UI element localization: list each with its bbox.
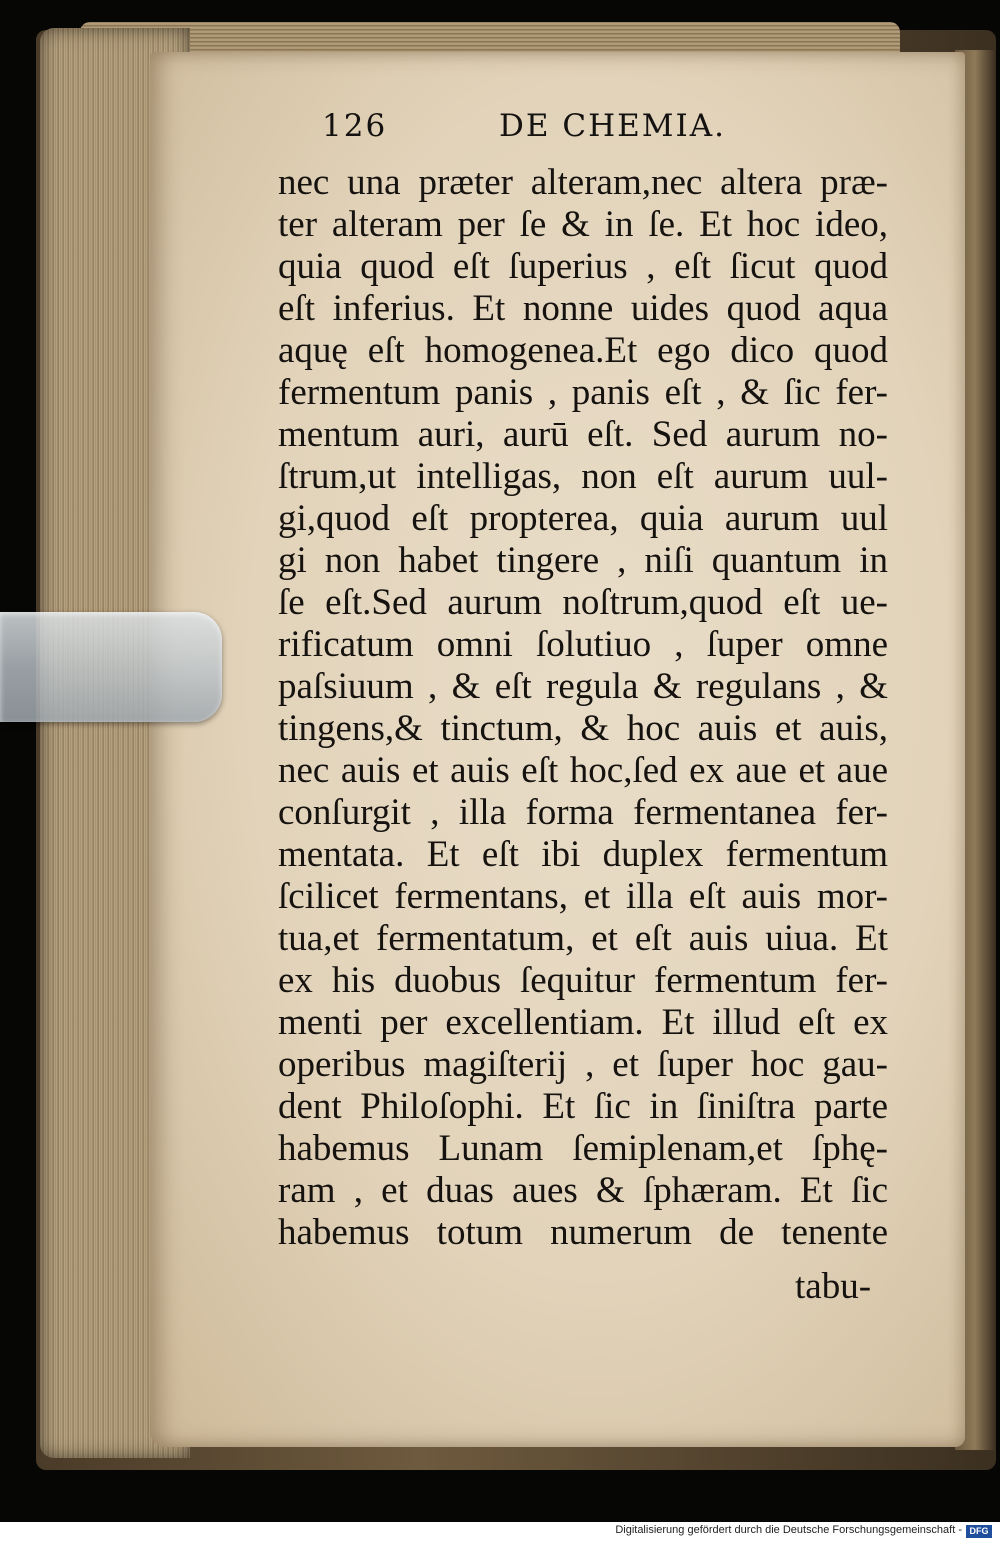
text-line: dent Philoſophi. Et ſic in ſiniſtra parte: [278, 1086, 888, 1127]
catchword: tabu-: [795, 1266, 872, 1307]
text-line: gi,quod eſt propterea, quia aurum uul: [278, 498, 888, 539]
plastic-page-clip: [0, 612, 222, 722]
text-line: nec auis et auis eſt hoc,ſed ex aue et aue: [278, 750, 888, 791]
text-line: operibus magiſterij , et ſuper hoc gau-: [278, 1044, 888, 1085]
digitization-credit: Digitalisierung gefördert durch die Deutsche Forschungsgemeinschaft -: [615, 1524, 962, 1536]
text-line: paſsiuum , & eſt regula & regulans , &: [278, 666, 888, 707]
text-line: ram , et duas aues & ſphæram. Et ſic: [278, 1170, 888, 1211]
text-line: nec una præter alteram,nec altera præ-: [278, 162, 888, 203]
text-line: gi non habet tingere , niſi quantum in: [278, 540, 888, 581]
running-title: DE CHEMIA.: [499, 108, 726, 144]
text-line: habemus totum numerum de tenente: [278, 1212, 888, 1253]
text-line: ter alteram per ſe & in ſe. Et hoc ideo,: [278, 204, 888, 245]
text-line: rificatum omni ſolutiuo , ſuper omne: [278, 624, 888, 665]
text-line: ſe eſt.Sed aurum noſtrum,quod eſt ue-: [278, 582, 888, 623]
page-number: 126: [322, 108, 388, 144]
text-line: quia quod eſt ſuperius , eſt ſicut quod: [278, 246, 888, 287]
text-line: mentum auri, aurū eſt. Sed aurum no-: [278, 414, 888, 455]
dfg-logo-icon: DFG: [966, 1525, 992, 1538]
page-edges-top: [80, 22, 900, 54]
running-header: [322, 108, 726, 144]
text-line: conſurgit , illa forma fermentanea fer-: [278, 792, 888, 833]
body-text: [278, 162, 888, 1254]
text-line: fermentum panis , panis eſt , & ſic fer-: [278, 372, 888, 413]
text-line: ſcilicet fermentans, et illa eſt auis mor-: [278, 876, 888, 917]
text-line: tingens,& tinctum, & hoc auis et auis,: [278, 708, 888, 749]
text-line: eſt inferius. Et nonne uides quod aqua: [278, 288, 888, 329]
text-line: ſtrum,ut intelligas, non eſt aurum uul-: [278, 456, 888, 497]
text-line: aquę eſt homogenea.Et ego dico quod: [278, 330, 888, 371]
text-line: habemus Lunam ſemiplenam,et ſphę-: [278, 1128, 888, 1169]
text-line: menti per excellentiam. Et illud eſt ex: [278, 1002, 888, 1043]
text-line: mentata. Et eſt ibi duplex fermentum: [278, 834, 888, 875]
text-line: tua,et fermentatum, et eſt auis uiua. Et: [278, 918, 888, 959]
text-line: ex his duobus ſequitur fermentum fer-: [278, 960, 888, 1001]
footer-bar: [0, 1522, 1000, 1542]
